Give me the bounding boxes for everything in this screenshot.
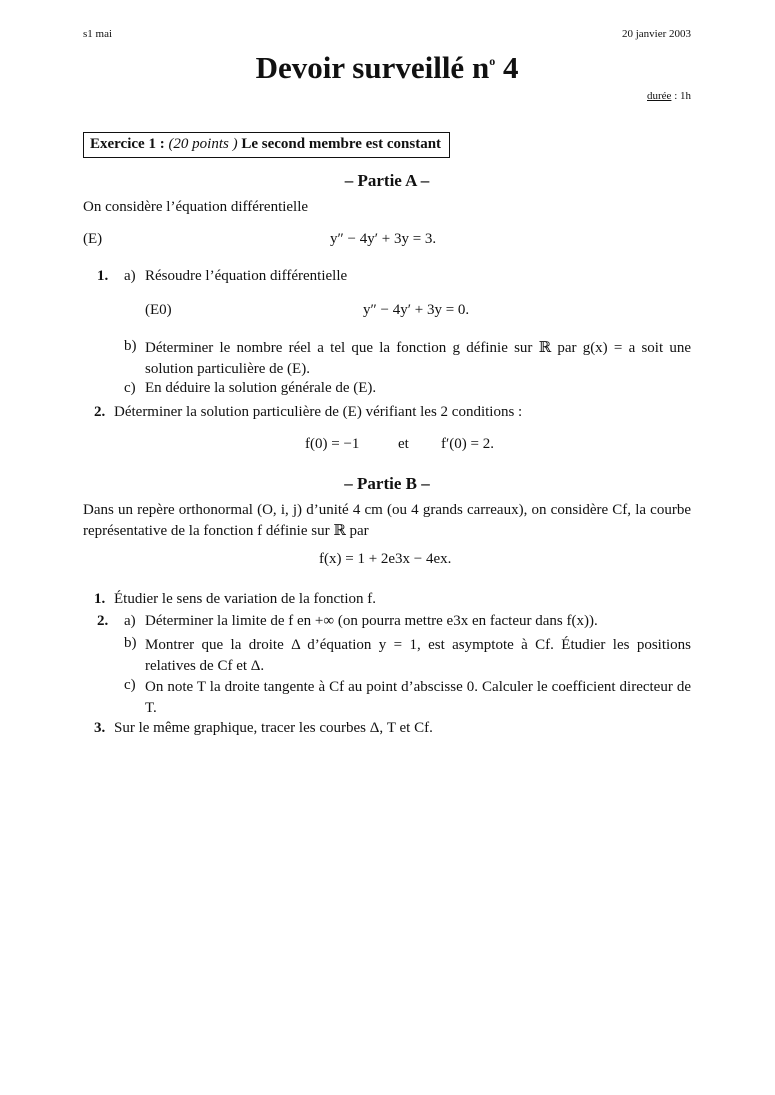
b-q2a-text: Déterminer la limite de f en +∞ (on pourra mettre e3x en facteur dans f(x)). bbox=[145, 613, 598, 629]
document-page bbox=[83, 0, 691, 1095]
condition-2: f′(0) = 2. bbox=[441, 436, 494, 452]
page-title bbox=[83, 50, 691, 86]
duration-label: durée bbox=[647, 90, 672, 102]
equation-e0: y″ − 4y′ + 3y = 0. bbox=[363, 302, 470, 318]
a-q2-text: Déterminer la solution particulière de (E) vérifiant les 2 conditions : bbox=[114, 404, 523, 420]
duration-value: : 1h bbox=[671, 90, 691, 102]
a-q1c-label: c) bbox=[124, 380, 136, 396]
exercise-points: (20 points ) bbox=[168, 136, 238, 152]
b-q2a-label: a) bbox=[124, 613, 136, 629]
title-number: 4 bbox=[495, 50, 519, 85]
duration bbox=[647, 90, 691, 102]
header-class: s1 mai bbox=[83, 28, 113, 40]
equation-e0-label: (E0) bbox=[145, 302, 172, 318]
condition-et: et bbox=[398, 436, 409, 452]
b-q2c-label: c) bbox=[124, 677, 136, 693]
b-q2-number: 2. bbox=[97, 613, 109, 629]
b-q2b-text: Montrer que la droite Δ d’équation y = 1, est asymptote à Cf. Étudier les positions relatives de Cf et Δ. bbox=[145, 637, 691, 674]
b-q1-text: Étudier le sens de variation de la fonction f. bbox=[114, 591, 376, 607]
a-q1b-label: b) bbox=[124, 338, 137, 354]
a-q1a-label: a) bbox=[124, 268, 136, 284]
a-q1c-text: En déduire la solution générale de (E). bbox=[145, 380, 377, 396]
b-q3-number: 3. bbox=[94, 720, 106, 736]
exercise-label: Exercice 1 : bbox=[90, 136, 165, 152]
b-q2b-label: b) bbox=[124, 635, 137, 651]
header-date: 20 janvier 2003 bbox=[621, 28, 691, 40]
equation-e: y″ − 4y′ + 3y = 3. bbox=[330, 231, 437, 247]
part-a-title: – Partie A – bbox=[344, 171, 430, 190]
function-definition: f(x) = 1 + 2e3x − 4ex. bbox=[319, 551, 452, 567]
exercise-heading: Le second membre est constant bbox=[241, 136, 442, 152]
a-q1-number: 1. bbox=[97, 268, 109, 284]
equation-e-label: (E) bbox=[83, 231, 103, 247]
a-q1a-text: Résoudre l’équation différentielle bbox=[145, 268, 348, 284]
b-q3-text: Sur le même graphique, tracer les courbes Δ, T et Cf. bbox=[114, 720, 433, 736]
part-a-intro: On considère l’équation différentielle bbox=[83, 199, 309, 215]
b-q1-number: 1. bbox=[94, 591, 106, 607]
a-q2-number: 2. bbox=[94, 404, 106, 420]
b-q2c-text: On note T la droite tangente à Cf au point d’abscisse 0. Calculer le coefficient directeur de T. bbox=[145, 679, 691, 716]
a-q1b-text: Déterminer le nombre réel a tel que la fonction g définie sur ℝ par g(x) = a soit une solution particulière de (E). bbox=[145, 340, 691, 377]
condition-1: f(0) = −1 bbox=[305, 436, 360, 452]
title-main: Devoir surveillé n bbox=[255, 50, 490, 85]
title-sup: o bbox=[489, 54, 496, 68]
part-b-title: – Partie B – bbox=[344, 474, 430, 493]
exercise-header-box bbox=[83, 132, 450, 158]
part-b-intro: Dans un repère orthonormal (O, i, j) d’unité 4 cm (ou 4 grands carreaux), on considère Cf, la courbe représentative de la fonction f définie sur ℝ par bbox=[83, 502, 691, 539]
